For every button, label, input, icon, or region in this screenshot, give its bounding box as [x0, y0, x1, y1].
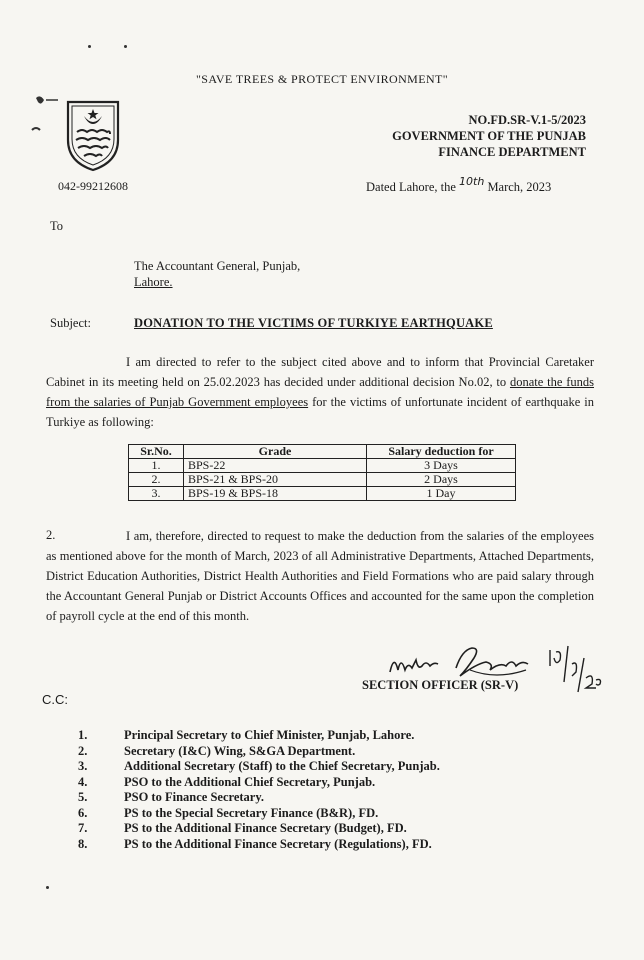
- list-item: [78, 837, 440, 853]
- subject-label: Subject:: [50, 316, 91, 330]
- paragraph-2: I am, therefore, directed to request to make the deduction from the salaries of the employees as mentioned above for the month of March, 2023 of all Administrative Departments, Attached Departments, District Education Authorities, District Health Authorities and Field Formations who are paid salary through the Accountant General Punjab or District Accounts Offices and accounted for the same upon the completion of payroll cycle at the end of this month.: [46, 529, 594, 623]
- cc-item-text: Additional Secretary (Staff) to the Chief Secretary, Punjab.: [124, 759, 440, 773]
- date-suffix: March, 2023: [487, 180, 552, 194]
- table-row: [129, 459, 516, 473]
- list-item: [78, 806, 440, 822]
- recipient-address: [134, 258, 300, 290]
- slogan: "SAVE TREES & PROTECT ENVIRONMENT": [195, 72, 449, 86]
- cc-item-text: PSO to the Additional Chief Secretary, Punjab.: [124, 774, 376, 789]
- paragraph-1: [46, 352, 594, 432]
- subject-text: DONATION TO THE VICTIMS OF TURKIYE EARTHQUAKE: [134, 316, 493, 330]
- list-item: [78, 790, 440, 806]
- list-item: [78, 728, 440, 744]
- cc-item-number: 4.: [78, 774, 88, 789]
- paragraph-1-underlined: donate the funds from the salaries of Punjab Government employees: [46, 375, 594, 409]
- paragraph-2-number: 2.: [46, 528, 56, 542]
- table-cell: 2.: [129, 473, 184, 487]
- table-cell: BPS-22: [184, 459, 367, 473]
- cc-item-number: 2.: [78, 743, 88, 758]
- reference-block: [392, 112, 586, 160]
- cc-label: C.C:: [42, 692, 68, 707]
- table-cell: BPS-19 & BPS-18: [184, 487, 367, 501]
- recipient-line-1: The Accountant General, Punjab,: [134, 259, 301, 273]
- paragraph-1-part-2: for the victims of unfortunate incident of earthquake in Turkiye as following:: [46, 395, 594, 429]
- date-day: 10th: [459, 175, 485, 188]
- paragraph-1-part-1: I am directed to refer to the subject cited above and to inform that Provincial Caretaker Cabinet in its meeting held on 25.02.2023 has decided under additional decision No.02, to: [46, 355, 594, 389]
- date-prefix: Dated Lahore, the: [366, 180, 456, 194]
- cc-item-text: Principal Secretary to Chief Minister, Punjab, Lahore.: [124, 728, 415, 742]
- table-cell: 1 Day: [367, 487, 516, 501]
- table-cell: 2 Days: [367, 473, 516, 487]
- department-name: FINANCE DEPARTMENT: [438, 145, 586, 159]
- cc-item-number: 3.: [78, 759, 88, 773]
- cc-item-text: PS to the Additional Finance Secretary (Regulations), FD.: [124, 836, 432, 851]
- table-cell: 3.: [129, 487, 184, 501]
- stamp-mark-icon: [30, 90, 90, 138]
- cc-item-number: 6.: [78, 805, 88, 820]
- table-header-row: [129, 445, 516, 459]
- cc-item-number: 1.: [78, 728, 88, 742]
- cc-item-number: 5.: [78, 790, 88, 804]
- cc-item-text: PSO to Finance Secretary.: [124, 790, 265, 804]
- cc-item-number: 8.: [78, 836, 88, 851]
- cc-item-text: PS to the Special Secretary Finance (B&R), FD.: [124, 805, 379, 820]
- table-header-cell: Sr.No.: [129, 445, 184, 459]
- list-item: [78, 775, 440, 791]
- date-line: [366, 175, 551, 195]
- table-header-cell: Grade: [184, 445, 367, 459]
- cc-item-text: PS to the Additional Finance Secretary (Budget), FD.: [124, 821, 407, 835]
- list-item: [78, 759, 440, 775]
- table-header-cell: Salary deduction for: [367, 445, 516, 459]
- scan-speck: [124, 45, 127, 48]
- deduction-table: [128, 444, 516, 501]
- recipient-line-2: Lahore.: [134, 275, 173, 289]
- section-officer-title: SECTION OFFICER (SR-V): [362, 678, 519, 692]
- scan-speck: [46, 886, 49, 889]
- government-name: GOVERNMENT OF THE PUNJAB: [392, 129, 586, 143]
- reference-number: NO.FD.SR-V.1-5/2023: [468, 113, 586, 127]
- table-row: [129, 473, 516, 487]
- cc-list: [78, 728, 440, 852]
- list-item: [78, 821, 440, 837]
- phone-number: 042-99212608: [58, 179, 128, 193]
- handwritten-date-icon: [544, 642, 606, 694]
- list-item: [78, 744, 440, 760]
- to-label: To: [50, 219, 64, 233]
- scan-speck: [88, 45, 91, 48]
- table-row: [129, 487, 516, 501]
- cc-item-number: 7.: [78, 821, 88, 835]
- table-cell: 3 Days: [367, 459, 516, 473]
- table-cell: 1.: [129, 459, 184, 473]
- cc-item-text: Secretary (I&C) Wing, S&GA Department.: [124, 743, 356, 758]
- table-cell: BPS-21 & BPS-20: [184, 473, 367, 487]
